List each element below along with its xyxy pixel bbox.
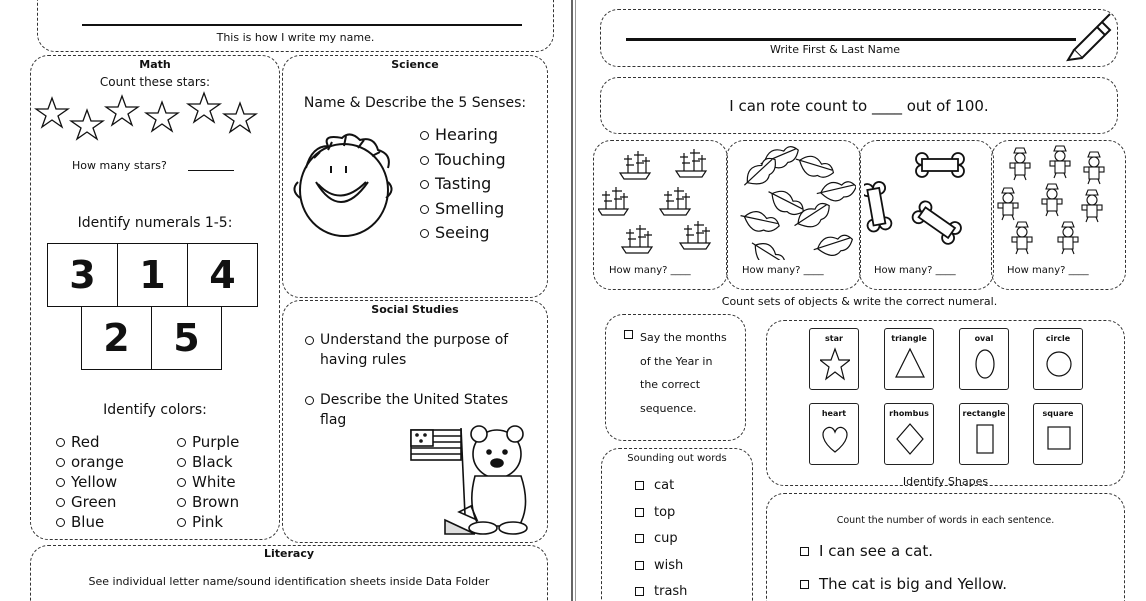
scarecrow-icon bbox=[1084, 152, 1104, 184]
bullet-icon bbox=[177, 478, 186, 487]
full-name-write-line bbox=[626, 38, 1076, 41]
color-item: Brown bbox=[177, 493, 239, 513]
sense-item: Touching bbox=[420, 150, 506, 175]
rhombus-shape-icon bbox=[895, 422, 925, 458]
color-item: Red bbox=[56, 433, 124, 453]
checkbox-icon bbox=[624, 330, 633, 339]
leaf-icon bbox=[815, 179, 856, 204]
numerals-title: Identify numerals 1-5: bbox=[77, 215, 233, 231]
right-worksheet-page bbox=[575, 0, 1146, 601]
how-many-label: How many? ____ bbox=[609, 265, 691, 276]
ship-icon bbox=[680, 221, 710, 249]
checkbox-icon bbox=[800, 547, 809, 556]
sentence-item: I can see a cat. bbox=[800, 542, 1007, 575]
senses-list bbox=[420, 125, 506, 248]
bullet-icon bbox=[56, 458, 65, 467]
leaves-set bbox=[731, 145, 856, 260]
ships-set bbox=[598, 145, 723, 260]
sentence-count-title: Count the number of words in each sentence. bbox=[836, 515, 1055, 526]
star-icon bbox=[36, 98, 68, 127]
numeral-cell: 5 bbox=[151, 306, 222, 370]
ship-icon bbox=[660, 187, 690, 215]
bullet-icon bbox=[420, 229, 429, 238]
name-box bbox=[37, 0, 554, 52]
how-many-label: How many? ____ bbox=[742, 265, 824, 276]
how-many-label: How many? ____ bbox=[1007, 265, 1089, 276]
bullet-icon bbox=[305, 336, 314, 345]
bullet-icon bbox=[177, 458, 186, 467]
math-title: Math bbox=[139, 58, 171, 71]
literacy-title: Literacy bbox=[263, 547, 315, 560]
checkbox-icon bbox=[635, 481, 644, 490]
color-item: orange bbox=[56, 453, 124, 473]
stars-answer-line bbox=[188, 170, 234, 171]
leaf-icon bbox=[746, 236, 790, 260]
colors-title: Identify colors: bbox=[103, 402, 207, 418]
months-text: Say the months of the Year in the correct sequence. bbox=[640, 331, 727, 415]
bone-icon bbox=[910, 199, 963, 246]
scarecrow-icon bbox=[1012, 222, 1032, 254]
star-icon bbox=[106, 96, 138, 125]
scarecrow-icon bbox=[1050, 146, 1070, 178]
circle-shape-icon bbox=[1044, 347, 1074, 383]
checkbox-icon bbox=[635, 561, 644, 570]
scarecrow-icon bbox=[998, 188, 1018, 220]
star-shape-icon bbox=[820, 347, 850, 383]
how-many-stars-label: How many stars? bbox=[72, 159, 167, 172]
bones-set bbox=[864, 145, 989, 260]
colors-list-right bbox=[177, 433, 239, 533]
scarecrow-icon bbox=[1010, 148, 1030, 180]
color-item: Yellow bbox=[56, 473, 124, 493]
sentence-item: The cat is big and Yellow. bbox=[800, 575, 1007, 601]
bullet-icon bbox=[56, 438, 65, 447]
heart-shape-icon bbox=[820, 422, 850, 458]
scarecrow-icon bbox=[1042, 184, 1062, 216]
social-item-flag: Describe the United States flag bbox=[305, 390, 508, 430]
numeral-cell: 3 bbox=[47, 243, 118, 307]
shape-card-oval: oval bbox=[959, 328, 1009, 390]
shape-card-triangle: triangle bbox=[884, 328, 934, 390]
word-item: cat bbox=[635, 478, 687, 505]
color-item: White bbox=[177, 473, 239, 493]
shape-card-star: star bbox=[809, 328, 859, 390]
rote-count-text: I can rote count to ____ out of 100. bbox=[729, 97, 989, 115]
color-item: Blue bbox=[56, 513, 124, 533]
social-studies-title: Social Studies bbox=[371, 303, 459, 316]
star-icon bbox=[146, 102, 178, 131]
checkbox-icon bbox=[635, 534, 644, 543]
leaf-icon bbox=[738, 208, 782, 237]
count-stars-prompt: Count these stars: bbox=[99, 75, 211, 89]
color-item: Purple bbox=[177, 433, 239, 453]
bone-icon bbox=[864, 181, 892, 232]
star-icon bbox=[188, 93, 220, 122]
color-item: Pink bbox=[177, 513, 239, 533]
bullet-icon bbox=[56, 498, 65, 507]
ship-icon bbox=[598, 187, 628, 215]
bullet-icon bbox=[420, 205, 429, 214]
bullet-icon bbox=[56, 478, 65, 487]
science-title: Science bbox=[391, 58, 439, 71]
shape-card-square: square bbox=[1033, 403, 1083, 465]
scarecrows-set bbox=[996, 145, 1121, 260]
sounding-words-title: Sounding out words bbox=[627, 453, 727, 464]
social-item-rules: Understand the purpose of having rules bbox=[305, 330, 508, 370]
checkbox-icon bbox=[635, 587, 644, 596]
ship-icon bbox=[620, 151, 650, 179]
bullet-icon bbox=[177, 438, 186, 447]
bullet-icon bbox=[420, 180, 429, 189]
sentence-list bbox=[800, 542, 1007, 601]
shape-card-heart: heart bbox=[809, 403, 859, 465]
senses-prompt: Name & Describe the 5 Senses: bbox=[303, 95, 527, 111]
name-caption: This is how I write my name. bbox=[216, 31, 375, 44]
numeral-cell: 1 bbox=[117, 243, 188, 307]
word-item: top bbox=[635, 505, 687, 532]
literacy-text: See individual letter name/sound identification sheets inside Data Folder bbox=[88, 575, 490, 588]
shape-card-rhombus: rhombus bbox=[884, 403, 934, 465]
checkbox-icon bbox=[800, 580, 809, 589]
colors-list-left bbox=[56, 433, 124, 533]
bullet-icon bbox=[56, 518, 65, 527]
word-item: trash bbox=[635, 584, 687, 601]
word-item: cup bbox=[635, 531, 687, 558]
sense-item: Tasting bbox=[420, 174, 506, 199]
sounding-words-list bbox=[635, 478, 687, 601]
bullet-icon bbox=[420, 131, 429, 140]
shapes-caption: Identify Shapes bbox=[902, 475, 989, 488]
star-icon bbox=[71, 110, 103, 139]
sense-item: Seeing bbox=[420, 223, 506, 248]
star-icon bbox=[224, 103, 256, 132]
bear-with-flag-illustration bbox=[405, 420, 535, 538]
shape-card-circle: circle bbox=[1033, 328, 1083, 390]
leaf-icon bbox=[812, 231, 856, 260]
rectangle-shape-icon bbox=[970, 422, 1000, 458]
shape-card-rectangle: rectangle bbox=[959, 403, 1009, 465]
checkbox-icon bbox=[635, 508, 644, 517]
ship-icon bbox=[676, 149, 706, 177]
scarecrow-icon bbox=[1082, 190, 1102, 222]
color-item: Black bbox=[177, 453, 239, 473]
scarecrow-icon bbox=[1058, 222, 1078, 254]
boy-face-illustration bbox=[284, 128, 402, 240]
oval-shape-icon bbox=[970, 347, 1000, 383]
name-write-line bbox=[82, 24, 522, 26]
pencil-icon bbox=[1064, 10, 1116, 62]
color-item: Green bbox=[56, 493, 124, 513]
stars-group bbox=[34, 90, 264, 145]
bullet-icon bbox=[305, 396, 314, 405]
square-shape-icon bbox=[1044, 422, 1074, 458]
count-sets-caption: Count sets of objects & write the correct numeral. bbox=[721, 295, 998, 308]
bullet-icon bbox=[177, 498, 186, 507]
bullet-icon bbox=[177, 518, 186, 527]
sense-item: Smelling bbox=[420, 199, 506, 224]
numeral-cell: 4 bbox=[187, 243, 258, 307]
numeral-cell: 2 bbox=[81, 306, 152, 370]
bone-icon bbox=[916, 153, 964, 177]
triangle-shape-icon bbox=[895, 347, 925, 383]
bullet-icon bbox=[420, 156, 429, 165]
sense-item: Hearing bbox=[420, 125, 506, 150]
ship-icon bbox=[622, 225, 652, 253]
full-name-caption: Write First & Last Name bbox=[769, 43, 901, 56]
leaf-icon bbox=[792, 151, 836, 182]
leaf-icon bbox=[739, 153, 782, 193]
word-item: wish bbox=[635, 558, 687, 585]
how-many-label: How many? ____ bbox=[874, 265, 956, 276]
